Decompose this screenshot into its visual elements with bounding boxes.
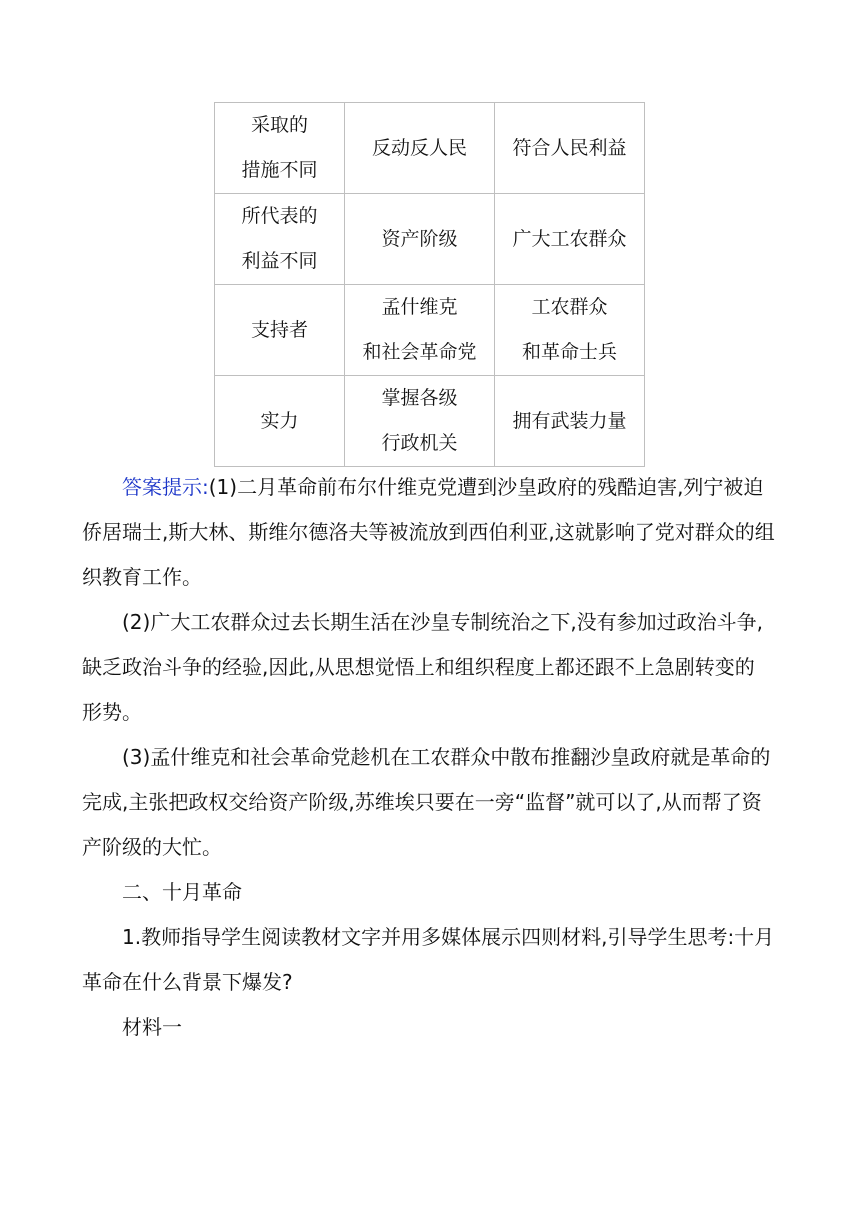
table-cell-soviet xyxy=(495,194,645,285)
table-cell-aspect xyxy=(215,376,345,467)
table-cell-text: 行政机关 xyxy=(381,432,458,454)
answer-hint-paragraph-3 xyxy=(82,735,782,870)
answer-hint-line: 侨居瑞士,斯大林、斯维尔德洛夫等被流放到西伯利亚,这就影响了党对群众的组 xyxy=(82,520,775,544)
task-line: 革命在什么背景下爆发? xyxy=(82,970,293,994)
answer-hint-line: (2)广大工农群众过去长期生活在沙皇专制统治之下,没有参加过政治斗争, xyxy=(122,610,764,634)
answer-hint-text: (1)二月革命前布尔什维克党遭到沙皇政府的残酷迫害,列宁被迫 xyxy=(208,475,764,499)
table-cell-text: 和革命士兵 xyxy=(521,341,617,363)
table-cell-text: 资产阶级 xyxy=(381,227,458,250)
answer-hint-line: 产阶级的大忙。 xyxy=(82,835,222,859)
table-cell-soviet xyxy=(495,103,645,194)
table-cell-text: 措施不同 xyxy=(241,159,318,181)
table-cell-bourgeois-govt xyxy=(345,285,495,376)
answer-hint-paragraph-1 xyxy=(82,465,782,600)
material-label-text: 材料一 xyxy=(122,1015,182,1039)
answer-hint-line: 缺乏政治斗争的经验,因此,从思想觉悟上和组织程度上都还跟不上急剧转变的 xyxy=(82,655,755,679)
answer-hint-line: (3)孟什维克和社会革命党趁机在工农群众中散布推翻沙皇政府就是革命的 xyxy=(122,745,771,769)
table-cell-text: 所代表的 xyxy=(241,205,318,227)
table-cell-text: 拥有武装力量 xyxy=(512,409,627,432)
table-row xyxy=(215,376,645,467)
table-cell-bourgeois-govt xyxy=(345,194,495,285)
table-cell-aspect xyxy=(215,285,345,376)
table-cell-text: 利益不同 xyxy=(241,250,318,272)
table-cell-aspect xyxy=(215,103,345,194)
table-cell-text: 反动反人民 xyxy=(371,136,467,159)
table-row xyxy=(215,194,645,285)
table-cell-bourgeois-govt xyxy=(345,103,495,194)
table-cell-text: 广大工农群众 xyxy=(512,227,627,250)
table-cell-soviet xyxy=(495,376,645,467)
table-cell-bourgeois-govt xyxy=(345,376,495,467)
section-heading-text: 二、十月革命 xyxy=(122,880,242,904)
answer-hint-line: 织教育工作。 xyxy=(82,565,202,589)
table-cell-text: 和社会革命党 xyxy=(362,341,477,363)
table-cell-text: 掌握各级 xyxy=(381,387,458,409)
answer-hint-paragraph-2 xyxy=(82,600,782,735)
table-row xyxy=(215,285,645,376)
table-cell-aspect xyxy=(215,194,345,285)
task-line: 1.教师指导学生阅读教材文字并用多媒体展示四则材料,引导学生思考:十月 xyxy=(122,925,775,949)
answer-hint-line xyxy=(82,465,782,510)
table-cell-text: 工农群众 xyxy=(531,296,608,318)
answer-hint-label: 答案提示: xyxy=(122,475,209,499)
table-cell-text: 采取的 xyxy=(250,114,308,136)
answer-hint-line: 完成,主张把政权交给资产阶级,苏维埃只要在一旁“监督”就可以了,从而帮了资 xyxy=(82,790,762,814)
table-row xyxy=(215,103,645,194)
table-cell-text: 支持者 xyxy=(250,318,308,341)
comparison-table xyxy=(214,102,645,467)
table-cell-soviet xyxy=(495,285,645,376)
task-paragraph xyxy=(82,915,782,1005)
table-cell-text: 实力 xyxy=(260,409,299,432)
table-cell-text: 孟什维克 xyxy=(381,296,458,318)
section-heading xyxy=(82,870,782,915)
table-cell-text: 符合人民利益 xyxy=(512,136,627,159)
answer-hint-line: 形势。 xyxy=(82,700,142,724)
comparison-table-body xyxy=(215,103,645,467)
material-label xyxy=(82,1005,782,1050)
